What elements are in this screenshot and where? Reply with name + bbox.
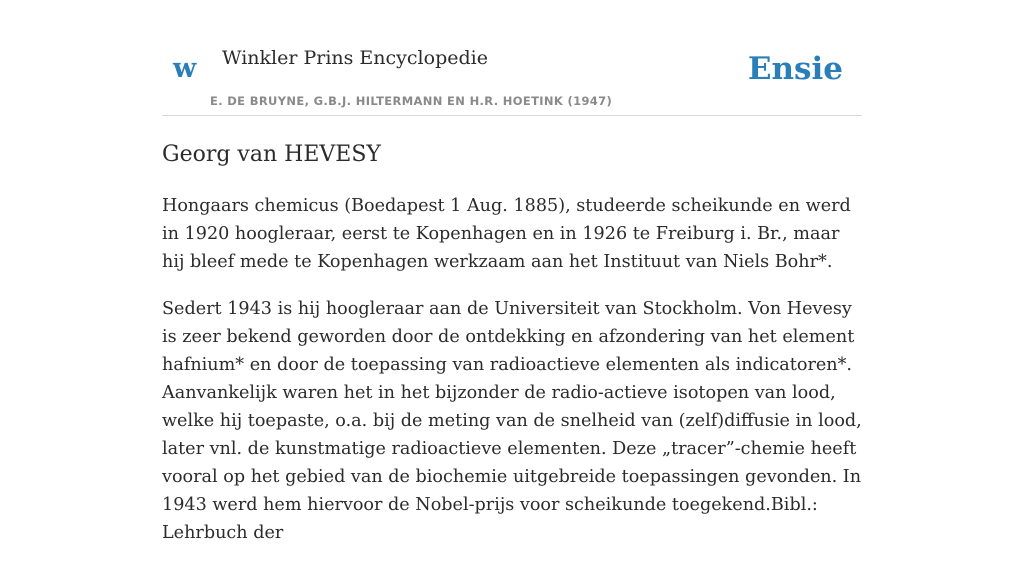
source-title[interactable]: Winkler Prins Encyclopedie [222,47,488,69]
source-logo-icon[interactable]: w [173,53,197,84]
article-title: Georg van HEVESY [162,142,381,167]
ensie-logo-link[interactable]: Ensie [747,51,843,87]
source-authors: E. DE BRUYNE, G.B.J. HILTERMANN EN H.R. HOETINK (1947) [210,94,613,108]
article-paragraph: Hongaars chemicus (Boedapest 1 Aug. 1885), studeerde scheikunde en werd in 1920 hoogleraar, eerst te Kopenhagen en in 1926 te Freiburg i. Br., maar hij bleef mede te Kopenhagen werkzaam aan het Instituut van Niels Bohr*. [162,196,851,272]
article-paragraph: Sedert 1943 is hij hoogleraar aan de Universiteit van Stockholm. Von Hevesy is zeer bekend geworden door de ontdekking en afzondering van het element hafnium* en door de toepassing van radioactieve elementen als indicatoren*. Aanvankelijk waren het in het bijzonder de radio-actieve isotopen van lood, welke hij toepaste, o.a. bij de meting van de snelheid van (zelf)diffusie in lood, later vnl. de kunstmatige radioactieve elementen. Deze „tracer”-chemie heeft vooral op het gebied van de biochemie uitgebreide toepassingen gevonden. In 1943 werd hem hiervoor de Nobel-prijs voor scheikunde toegekend.Bibl.: Lehrbuch der [162,299,862,543]
article-body [162,192,862,566]
page [162,0,862,543]
source-header [162,0,862,116]
